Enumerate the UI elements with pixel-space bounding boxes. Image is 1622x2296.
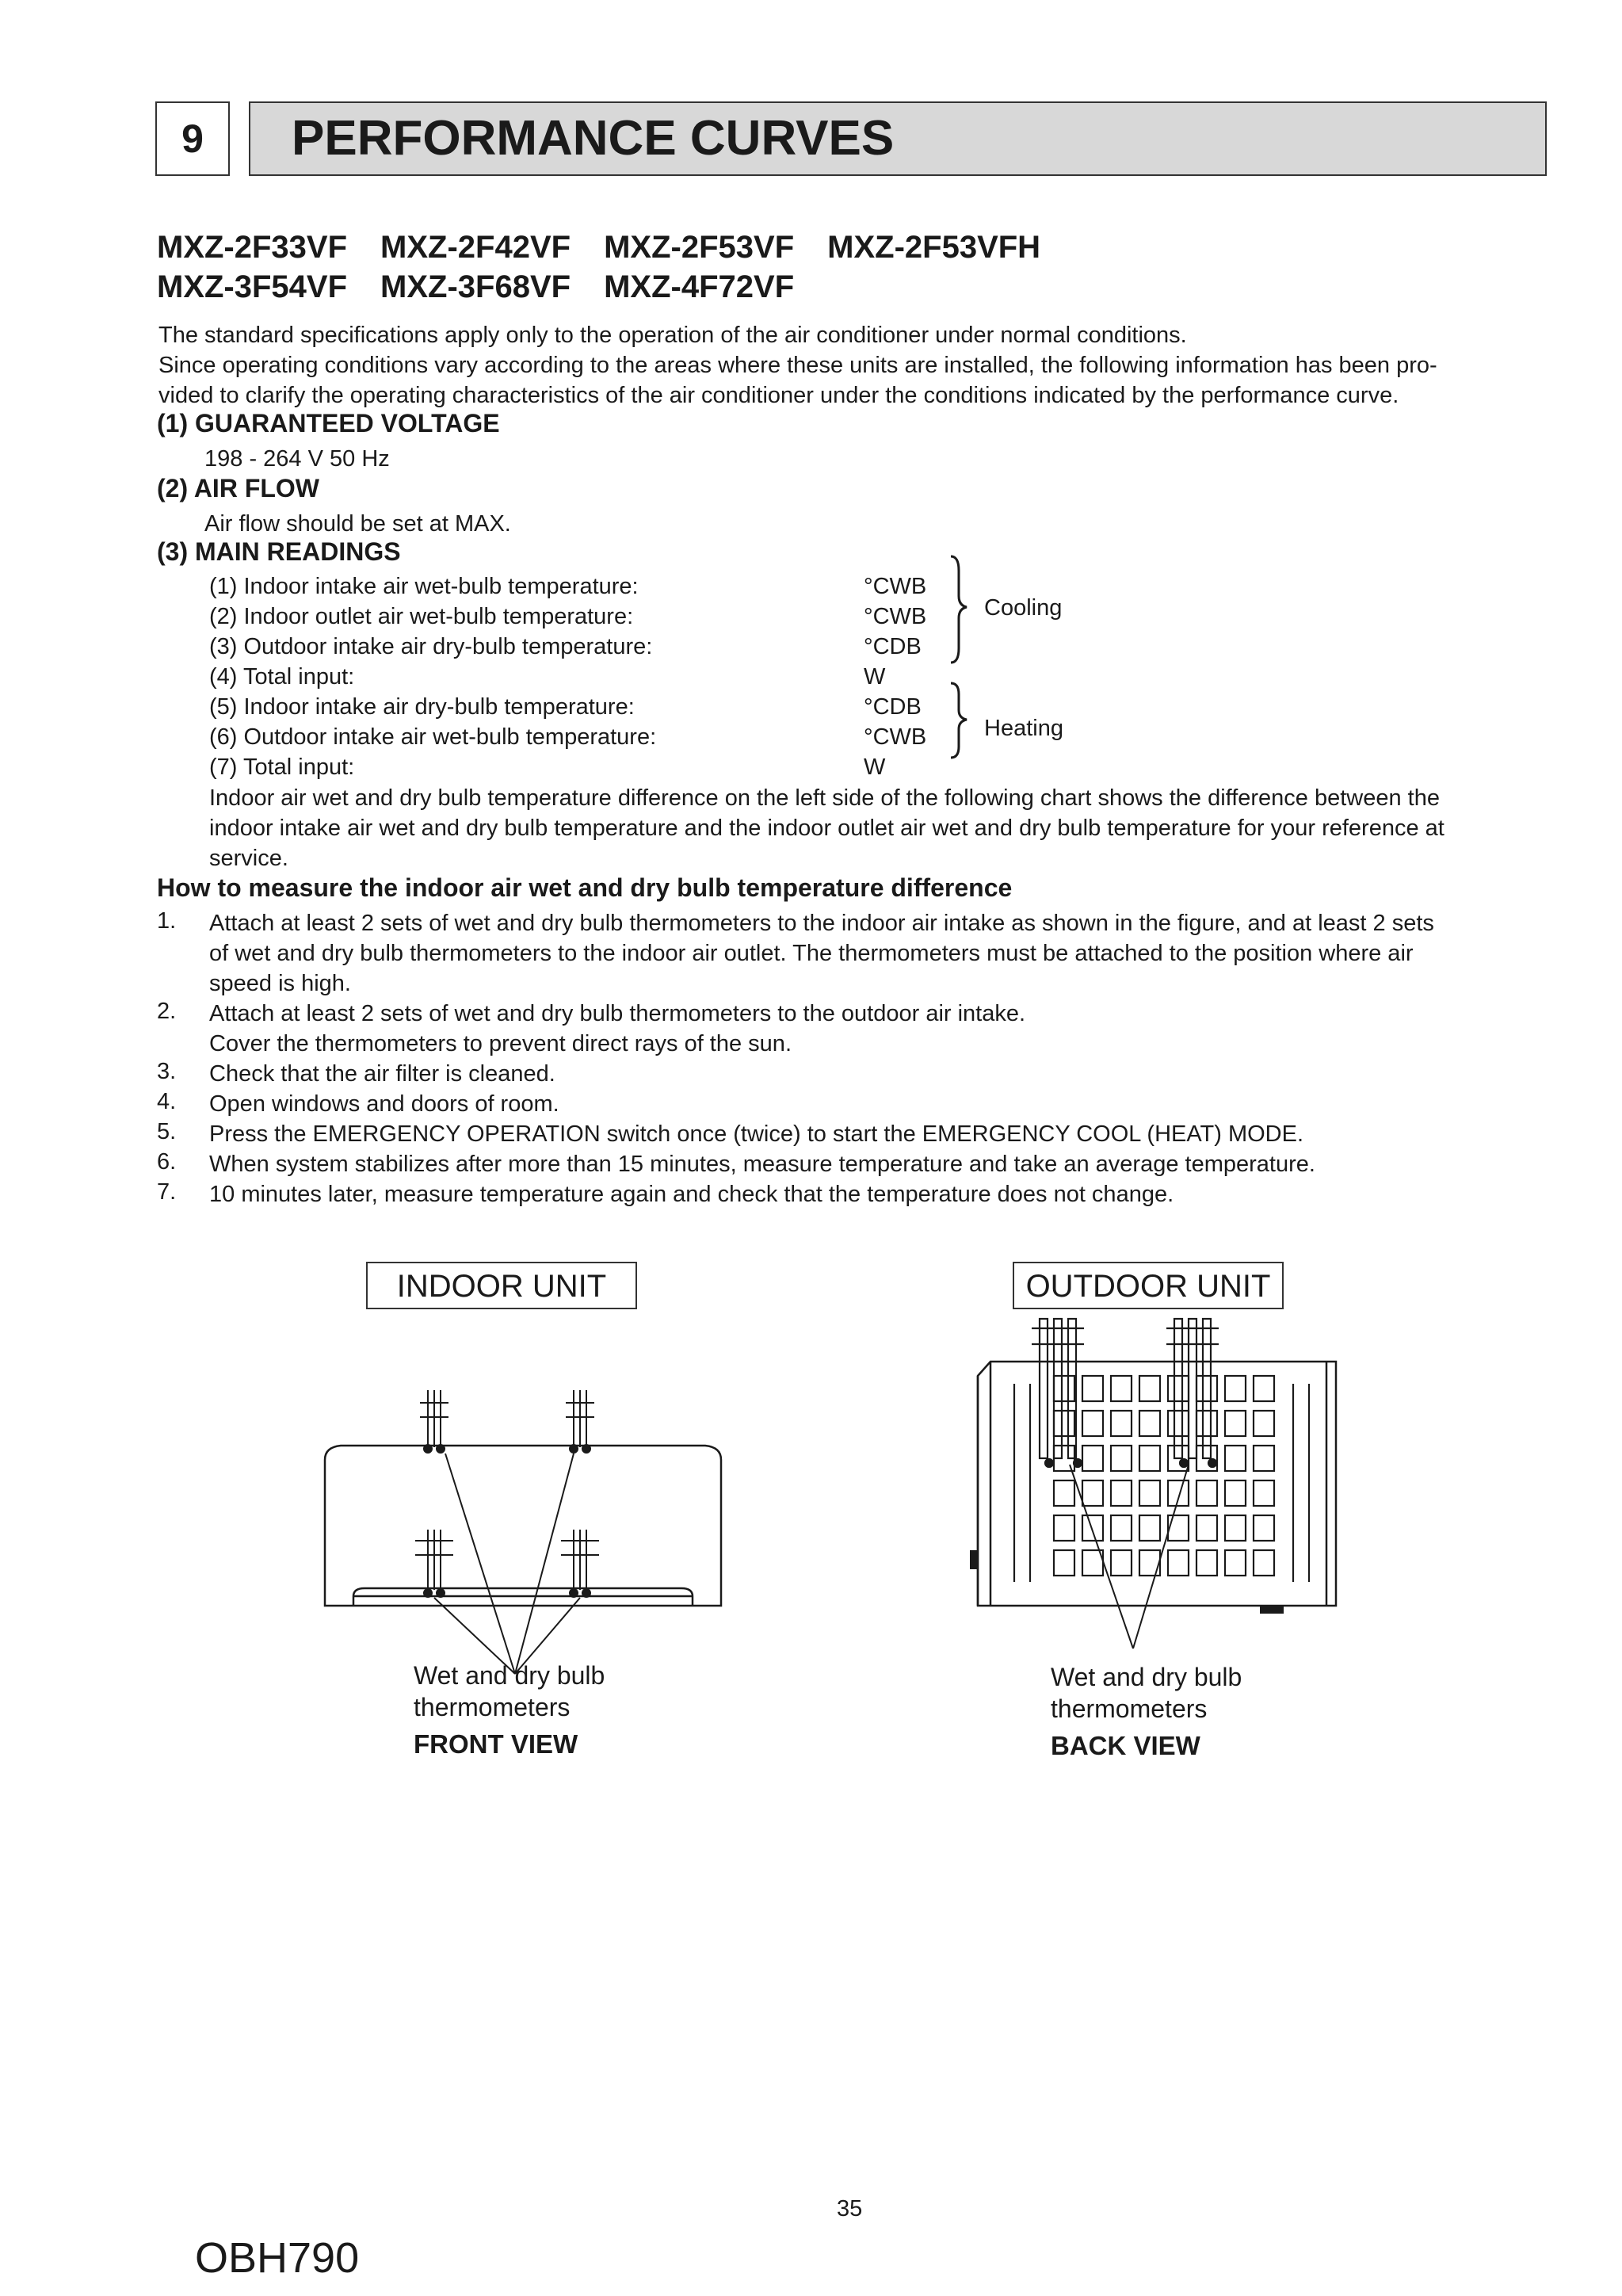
reading-unit: W	[864, 755, 886, 780]
model-name: MXZ-3F54VF	[157, 269, 348, 304]
guaranteed-voltage-heading: (1) GUARANTEED VOLTAGE	[157, 409, 500, 437]
heating-label: Heating	[984, 716, 1063, 741]
step-text: Press the EMERGENCY OPERATION switch once (twice) to start the EMERGENCY COOL (HEAT) MODE.	[209, 1121, 1304, 1147]
reading-label: (4) Total input:	[209, 664, 355, 690]
indoor-leader-lines	[309, 1442, 737, 1680]
model-name: MXZ-2F33VF	[157, 230, 348, 265]
step-text: Attach at least 2 sets of wet and dry bulb thermometers to the indoor air intake as shown in the figure, and at least 2 sets of wet and dry bulb thermometers to the indoor air outlet. The thermometers must be attached to the position where air speed is high.	[209, 911, 1434, 996]
front-view-label: FRONT VIEW	[414, 1729, 578, 1759]
page-number: 35	[837, 2196, 863, 2222]
reading-label: (6) Outdoor intake air wet-bulb temperature:	[209, 724, 657, 750]
outdoor-caption-line-2: thermometers	[1051, 1694, 1208, 1723]
cooling-brace	[951, 556, 967, 663]
model-list-row-2	[157, 269, 827, 305]
reading-unit: W	[864, 664, 886, 690]
step-text: When system stabilizes after more than 15 minutes, measure temperature and take an average temperature.	[209, 1152, 1315, 1177]
readings-note-line-2: indoor intake air wet and dry bulb temperature and the indoor outlet air wet and dry bulb temperature for your reference at	[209, 816, 1445, 841]
air-flow-value: Air flow should be set at MAX.	[204, 511, 511, 537]
reading-unit: °CWB	[864, 604, 927, 629]
model-name: MXZ-2F53VF	[604, 230, 795, 265]
howto-heading: How to measure the indoor air wet and dry bulb temperature difference	[157, 873, 1013, 902]
step-text: 10 minutes later, measure temperature again and check that the temperature does not change.	[209, 1182, 1174, 1207]
intro-line-2: Since operating conditions vary according to the areas where these units are installed, the following information has been pro-	[158, 353, 1437, 378]
indoor-unit-label: INDOOR UNIT	[366, 1262, 637, 1309]
step-number: 6.	[157, 1149, 177, 1175]
reading-label: (2) Indoor outlet air wet-bulb temperature:	[209, 604, 634, 629]
reading-label: (7) Total input:	[209, 755, 355, 780]
reading-label: (3) Outdoor intake air dry-bulb temperature:	[209, 634, 653, 659]
back-view-label: BACK VIEW	[1051, 1731, 1200, 1760]
main-readings-heading: (3) MAIN READINGS	[157, 537, 401, 566]
section-title: PERFORMANCE CURVES	[249, 101, 1547, 176]
model-name: MXZ-2F42VF	[380, 230, 571, 265]
outdoor-leader-lines	[1046, 1458, 1284, 1656]
doc-code: OBH790	[195, 2234, 360, 2282]
step-number: 7.	[157, 1179, 177, 1205]
step-text: Attach at least 2 sets of wet and dry bulb thermometers to the outdoor air intake. Cover the thermometers to prevent direct rays of the sun.	[209, 1001, 1026, 1056]
step-text: Open windows and doors of room.	[209, 1091, 559, 1117]
guaranteed-voltage-value: 198 - 264 V 50 Hz	[204, 446, 390, 472]
model-name: MXZ-3F68VF	[380, 269, 571, 304]
brace-group	[948, 555, 971, 777]
thermometer-set	[1166, 1319, 1219, 1467]
model-name: MXZ-2F53VFH	[827, 230, 1041, 265]
readings-note-line-3: service.	[209, 846, 288, 871]
indoor-caption-line-1: Wet and dry bulb	[414, 1661, 605, 1690]
outdoor-unit-label: OUTDOOR UNIT	[1013, 1262, 1284, 1309]
air-flow-heading: (2) AIR FLOW	[157, 474, 319, 502]
step-number: 5.	[157, 1119, 177, 1144]
reading-label: (5) Indoor intake air dry-bulb temperature:	[209, 694, 635, 720]
readings-note-line-1: Indoor air wet and dry bulb temperature difference on the left side of the following chart shows the difference between the	[209, 785, 1440, 811]
reading-label: (1) Indoor intake air wet-bulb temperature:	[209, 574, 639, 599]
intro-line-1: The standard specifications apply only to the operation of the air conditioner under normal conditions.	[158, 323, 1187, 348]
section-number: 9	[155, 101, 230, 176]
step-number: 3.	[157, 1059, 177, 1084]
model-name: MXZ-4F72VF	[604, 269, 795, 304]
reading-unit: °CDB	[864, 694, 922, 720]
reading-unit: °CDB	[864, 634, 922, 659]
outdoor-caption-line-1: Wet and dry bulb	[1051, 1663, 1242, 1691]
step-number: 2.	[157, 999, 177, 1024]
indoor-caption-line-2: thermometers	[414, 1693, 571, 1721]
model-list-row-1	[157, 230, 1074, 266]
step-number: 1.	[157, 908, 177, 934]
heating-brace	[951, 683, 967, 758]
reading-unit: °CWB	[864, 574, 927, 599]
cooling-label: Cooling	[984, 595, 1063, 621]
step-text: Check that the air filter is cleaned.	[209, 1061, 555, 1087]
reading-unit: °CWB	[864, 724, 927, 750]
step-number: 4.	[157, 1089, 177, 1114]
intro-line-3: vided to clarify the operating characteristics of the air conditioner under the conditions indicated by the performance curve.	[158, 383, 1399, 408]
